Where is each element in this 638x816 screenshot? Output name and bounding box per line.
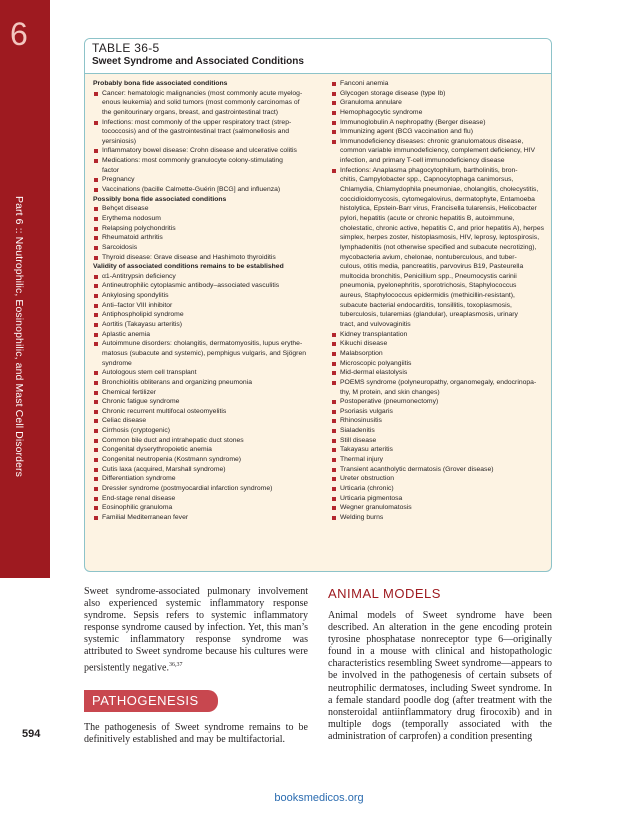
table-list-item: Relapsing polychondritis [93,224,319,234]
table-list-item: Chronic recurrent multifocal osteomyelitis [93,407,319,417]
table-list-item: Immunizing agent (BCG vaccination and flu) [331,127,545,137]
table-list-item: α1-Antitrypsin deficiency [93,272,319,282]
table-list-item: Urticaria pigmentosa [331,494,545,504]
table-list-item: Rheumatoid arthritis [93,233,319,243]
table-list-item-continuation: Chlamydia, Chlamydophila pneumoniae, cholangitis, cholecystitis, [340,186,539,194]
table-list-item: Cirrhosis (cryptogenic) [93,426,319,436]
table-list-item-continuation: pylori, hepatitis (acute or chronic hepatitis B, autoimmune, [340,214,515,222]
table-list-item: Takayasu arteritis [331,445,545,455]
table-list-item: End-stage renal disease [93,494,319,504]
table-list-item: Chronic fatigue syndrome [93,397,319,407]
table-36-5 [84,38,552,572]
table-list-item: POEMS syndrome (polyneuropathy, organomegaly, endocrinopa- [331,378,545,388]
table-list-item: Postoperative (pneumonectomy) [331,397,545,407]
table-list-item: Sialadenitis [331,426,545,436]
body-paragraph-pulmonary-text: Sweet syndrome-associated pulmonary involvement also experienced systemic inflammatory response syndrome. Sepsis refers to systemic inflammatory response syndrome caused by infection. Yet, this man’s systemic inflammatory response syndrome was attributed to Sweet syndrome because his cultures were persistently negative. [84,586,308,673]
table-list-item-continuation: factor [102,166,119,174]
table-list-item: Ankylosing spondylitis [93,291,319,301]
table-list-item: Granuloma annulare [331,98,545,108]
table-category-heading: Probably bona fide associated conditions [93,80,228,87]
table-list-item-continuation: tuberculosis, tularemias (glandular), ureaplasmosis, urinary [340,311,518,319]
table-list-item: Autoimmune disorders: cholangitis, dermatomyositis, lupus erythe- [93,339,319,349]
table-list-item: Urticaria (chronic) [331,484,545,494]
table-list-item-continuation: thy, M protein, and skin changes) [340,388,440,396]
table-list-item: Immunodeficiency diseases: chronic granulomatous disease, [331,137,545,147]
animal-models-paragraph: Animal models of Sweet syndrome have been described. An alteration in the gene encoding protein tyrosine phosphatase nonreceptor type 6—originally found in a mouse with clinical and histopathologic characteristics resembling Sweet syndrome—appears to be involved in the pathogenesis of certain subsets of neutrophilic dermatoses, including Sweet syndrome. In a female standard poodle dog (after treatment with the nonsteroidal antiinflammatory drug firocoxib) and in multiple dogs (temporally associated with the administration of carprofen) a condition presenting [328,610,552,742]
table-list-item: Celiac disease [93,416,319,426]
table-list-item: Familial Mediterranean fever [93,513,319,523]
table-list-item: Welding burns [331,513,545,523]
table-list-item: Bronchiolitis obliterans and organizing pneumonia [93,378,319,388]
table-list-item: Antineutrophilic cytoplasmic antibody–associated vasculitis [93,281,319,291]
table-list-item: Immunoglobulin A nephropathy (Berger disease) [331,118,545,128]
table-list-item-continuation: mycobacteria avium, chelonae, nontuberculous, and tuber- [340,253,517,261]
table-list-item-continuation: syndrome [102,359,132,367]
table-list-item-continuation: yersiniosis) [102,137,136,145]
table-list-item-continuation: chitis, Campylobacter spp., Capnocytophaga canimorsus, [340,176,514,184]
table-list-item: Aortitis (Takayasu arteritis) [93,320,319,330]
table-list-item-continuation: matosus (subacute and systemic), pemphigus vulgaris, and Sjögren [102,349,307,357]
reference-superscript: 36,37 [168,661,183,668]
table-list-item: Pregnancy [93,175,319,185]
table-list-item: Rhinosinusitis [331,416,545,426]
table-list-item-continuation: common variable immunodeficiency, complement deficiency, HIV [340,147,536,155]
table-list-item-continuation: pneumonia, pyelonephritis, sporotrichosis, Staphylococcus [340,282,517,290]
table-list-item-continuation: aureus, Staphylococcus epidermidis (methicillin-resistant), [340,292,515,300]
table-list-item: Hemophagocytic syndrome [331,108,545,118]
table-header [85,39,551,74]
table-list-item: Mid-dermal elastolysis [331,368,545,378]
table-list-item: Thermal injury [331,455,545,465]
chapter-sidebar [0,0,50,578]
table-list-item: Behçet disease [93,204,319,214]
table-category-heading: Possibly bona fide associated conditions [93,195,227,203]
table-list-item: Fanconi anemia [331,79,545,89]
body-paragraph-pulmonary [84,586,308,674]
table-list-item: Antiphospholipid syndrome [93,310,319,320]
table-list-item: Common bile duct and intrahepatic duct stones [93,436,319,446]
table-list-item-continuation: lymphadenitis (not otherwise specified and subacute necrotizing), [340,243,537,251]
table-list-item-continuation: tract, and vulvovaginitis [340,321,411,329]
table-list-item: Congenital neutropenia (Kostmann syndrome) [93,455,319,465]
table-list-item: Inflammatory bowel disease: Crohn disease and ulcerative colitis [93,146,319,156]
table-list-item: Congenital dyserythropoietic anemia [93,445,319,455]
table-list-item-continuation: subacute bacterial endocarditis, tonsillitis, toxoplasmosis, [340,301,512,309]
table-category-heading: Validity of associated conditions remains to be established [93,263,284,271]
table-list-item: Thyroid disease: Grave disease and Hashimoto thyroiditis [93,253,319,263]
table-list-item-continuation: cholestatic, chronic active, hepatitis C, and prior hepatitis A), herpes [340,224,545,232]
table-list-item: Cutis laxa (acquired, Marshall syndrome) [93,465,319,475]
table-list-item: Autologous stem cell transplant [93,368,319,378]
table-list-item: Medications: most commonly granulocyte colony-stimulating [93,156,319,166]
table-list-item-continuation: tococcosis) and of the gastrointestinal tract (salmonellosis and [102,128,290,136]
table-list-item-continuation: simplex, herpes zoster, histoplasmosis, HIV, leprosy, leptospirosis, [340,234,540,242]
table-list-item: Sarcoidosis [93,243,319,253]
chapter-number: 6 [10,16,28,52]
table-list-item: Infections: Anaplasma phagocytophilum, bartholinitis, bron- [331,166,545,176]
table-list-item: Vaccinations (bacille Calmette-Guérin [BCG] and influenza) [93,185,319,195]
table-list-item: Psoriasis vulgaris [331,407,545,417]
animal-models-heading: ANIMAL MODELS [328,586,441,601]
footer-url[interactable]: booksmedicos.org [274,792,364,804]
table-list-item: Cancer: hematologic malignancies (most commonly acute myelog- [93,89,319,99]
table-list-item: Glycogen storage disease (type Ib) [331,89,545,99]
table-list-item: Differentiation syndrome [93,474,319,484]
pathogenesis-paragraph: The pathogenesis of Sweet syndrome remains to be definitively established and may be multifactorial. [84,722,308,746]
table-list-item: Ureter obstruction [331,474,545,484]
table-list-item: Wegner granulomatosis [331,503,545,513]
table-list-item-continuation: multocida bronchitis, Penicillium spp., Pneumocystis carinii [340,272,517,280]
table-list-item: Anti–factor VIII inhibitor [93,301,319,311]
table-list-item: Kidney transplantation [331,330,545,340]
table-list-item: Infections: most commonly of the upper respiratory tract (strep- [93,118,319,128]
page-number: 594 [22,728,41,740]
table-list-item-continuation: enous leukemia) and solid tumors (most commonly carcinomas of [102,99,300,107]
table-list-item: Malabsorption [331,349,545,359]
table-list-item: Microscopic polyangiitis [331,359,545,369]
table-right-column [331,79,545,522]
table-list-item: Aplastic anemia [93,330,319,340]
table-list-item: Chemical fertilizer [93,388,319,398]
table-title: Sweet Syndrome and Associated Conditions [92,56,304,67]
table-list-item: Transient acantholytic dermatosis (Grover disease) [331,465,545,475]
table-list-item: Kikuchi disease [331,339,545,349]
table-left-column [93,79,319,522]
table-list-item: Erythema nodosum [93,214,319,224]
table-list-item: Still disease [331,436,545,446]
table-list-item-continuation: coccidioidomycosis, cytomegalovirus, dermatophyte, Entamoeba [340,195,535,203]
table-list-item-continuation: infection, and primary T-cell immunodeficiency disease [340,157,505,165]
table-list-item-continuation: histolytica, Epstein-Barr virus, Francisella tularensis, Helicobacter [340,205,537,213]
table-list-item-continuation: culous, otitis media, pancreatitis, parvovirus B19, Pasteurella [340,263,524,271]
table-label: TABLE 36-5 [92,41,160,55]
table-list-item-continuation: the genitourinary organs, breast, and gastrointestinal tract) [102,108,279,116]
running-head: Part 6 :: Neutrophilic, Eosinophilic, and Mast Cell Disorders [13,196,25,477]
pathogenesis-heading: PATHOGENESIS [84,690,218,712]
table-list-item: Eosinophilic granuloma [93,503,319,513]
table-list-item: Dressler syndrome (postmyocardial infarction syndrome) [93,484,319,494]
